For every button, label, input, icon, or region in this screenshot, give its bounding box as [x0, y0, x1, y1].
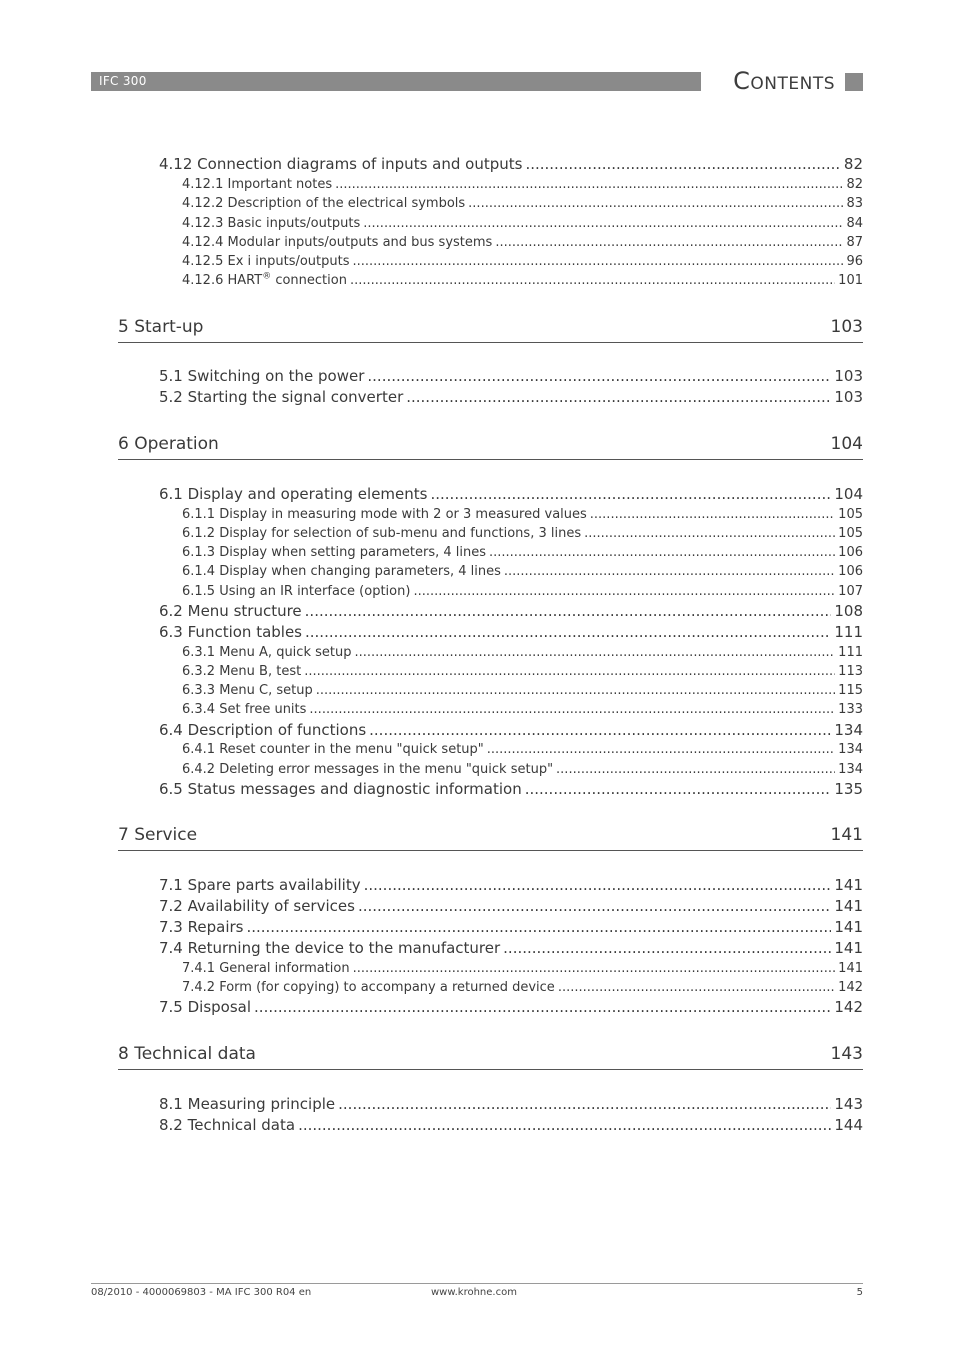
toc-entry-page: 142: [834, 998, 863, 1016]
toc-entry-7-4-2[interactable]: [182, 979, 863, 997]
chapter-page: 104: [830, 434, 863, 454]
dot-leader: [358, 896, 831, 916]
toc-entry-page: 141: [838, 961, 863, 976]
dot-leader: [525, 154, 840, 174]
toc-entry-7-4[interactable]: [159, 938, 863, 958]
toc-entry-6-1-5[interactable]: [182, 583, 863, 601]
toc-entry-5-2[interactable]: [159, 387, 863, 407]
dot-leader: [413, 583, 835, 601]
toc-entry-title: 4.12 Connection diagrams of inputs and outputs: [159, 155, 523, 173]
toc-entry-6-1-1[interactable]: [182, 506, 863, 524]
dot-leader: [354, 644, 835, 662]
toc-entry-page: 141: [834, 918, 863, 936]
chapter-title: 5 Start-up: [118, 317, 204, 337]
footer-document-id: 08/2010 - 4000069803 - MA IFC 300 R04 en: [91, 1287, 312, 1298]
dot-leader: [246, 917, 831, 937]
toc-entry-page: 141: [834, 939, 863, 957]
toc-entry-title: 6.1 Display and operating elements: [159, 485, 428, 503]
toc-entry-title: 7.5 Disposal: [159, 998, 252, 1016]
toc-entry-page: 106: [838, 545, 863, 560]
toc-entry-title: 4.12.4 Modular inputs/outputs and bus systems: [182, 235, 493, 250]
toc-entry-5-1[interactable]: [159, 366, 863, 386]
title-part: 4.12.6 HART: [182, 273, 263, 288]
toc-entry-page: 134: [838, 742, 863, 757]
toc-entry-6-3-4[interactable]: [182, 701, 863, 719]
toc-entry-page: 144: [834, 1116, 863, 1134]
toc-entry-title: 7.4 Returning the device to the manufacturer: [159, 939, 501, 957]
dot-leader: [298, 1115, 831, 1135]
chapter-page: 103: [830, 317, 863, 337]
footer-website-link[interactable]: www.krohne.com: [431, 1287, 517, 1298]
chapter-title: 7 Service: [118, 825, 198, 845]
dot-leader: [468, 195, 843, 213]
dot-leader: [406, 387, 831, 407]
dot-leader: [590, 506, 835, 524]
header-square: [845, 73, 863, 91]
toc-entry-6-3-1[interactable]: [182, 644, 863, 662]
dot-leader: [584, 525, 835, 543]
toc-entry-page: 108: [834, 602, 863, 620]
toc-entry-title: 6.5 Status messages and diagnostic information: [159, 780, 522, 798]
dot-leader: [350, 272, 835, 290]
toc-entry-title: 6.3.1 Menu A, quick setup: [182, 645, 352, 660]
toc-entry-6-4-2[interactable]: [182, 761, 863, 779]
toc-entry-title: 4.12.2 Description of the electrical symbols: [182, 196, 466, 211]
toc-entry-6-2[interactable]: [159, 601, 863, 621]
dot-leader: [430, 484, 831, 504]
dot-leader: [487, 741, 835, 759]
chapter-title: 6 Operation: [118, 434, 219, 454]
toc-entry-page: 111: [838, 645, 863, 660]
registered-mark: ®: [262, 271, 272, 282]
toc-entry-page: 141: [834, 897, 863, 915]
toc-entry-title: 7.4.2 Form (for copying) to accompany a returned device: [182, 980, 555, 995]
product-name: IFC 300: [99, 74, 147, 88]
toc-entry-title: 6.4.2 Deleting error messages in the menu "quick setup": [182, 762, 554, 777]
toc-entry-page: 133: [838, 702, 863, 717]
footer-page-number: 5: [856, 1287, 863, 1298]
toc-entry-page: 103: [834, 388, 863, 406]
toc-entry-6-4[interactable]: [159, 720, 863, 740]
toc-entry-title: 8.1 Measuring principle: [159, 1095, 336, 1113]
toc-entry-title: 7.2 Availability of services: [159, 897, 355, 915]
page-title: Contents: [733, 67, 835, 95]
toc-entry-7-1[interactable]: [159, 875, 863, 895]
dot-leader: [525, 779, 832, 799]
toc-entry-page: 111: [834, 623, 863, 641]
toc-entry-page: 106: [838, 564, 863, 579]
dot-leader: [369, 720, 831, 740]
toc-chapter-6[interactable]: [118, 433, 863, 460]
dot-leader: [558, 979, 835, 997]
toc-entry-title: 6.3.2 Menu B, test: [182, 664, 302, 679]
dot-leader: [316, 682, 835, 700]
dot-leader: [304, 663, 835, 681]
toc-entry-4-12-2[interactable]: [182, 195, 863, 213]
toc-entry-title: 6.1.4 Display when changing parameters, 4 lines: [182, 564, 501, 579]
toc-entry-8-1[interactable]: [159, 1094, 863, 1114]
toc-entry-page: 82: [843, 155, 863, 173]
toc-entry-page: 142: [838, 980, 863, 995]
toc-entry-page: 134: [838, 762, 863, 777]
toc-entry-title: 6.1.2 Display for selection of sub-menu and functions, 3 lines: [182, 526, 582, 541]
toc-entry-page: 143: [834, 1095, 863, 1113]
dot-leader: [363, 215, 843, 233]
toc-entry-page: 83: [846, 196, 863, 211]
toc-entry-4-12-3[interactable]: [182, 215, 863, 233]
toc-entry-title: 4.12.3 Basic inputs/outputs: [182, 216, 361, 231]
toc-entry-page: 107: [838, 584, 863, 599]
toc-entry-page: 104: [834, 485, 863, 503]
page-header: [91, 67, 863, 95]
toc-entry-page: 101: [838, 273, 863, 288]
toc-entry-title: 6.1.1 Display in measuring mode with 2 or 3 measured values: [182, 507, 587, 522]
dot-leader: [254, 997, 831, 1017]
toc-entry-title: [182, 272, 347, 290]
toc-entry-title: 5.2 Starting the signal converter: [159, 388, 404, 406]
toc-entry-7-3[interactable]: [159, 917, 863, 937]
toc-entry-title: 7.1 Spare parts availability: [159, 876, 361, 894]
header-bar: [91, 72, 701, 91]
title-part: connection: [271, 273, 347, 288]
dot-leader: [309, 701, 835, 719]
dot-leader: [305, 601, 832, 621]
toc-chapter-7[interactable]: [118, 824, 863, 851]
toc-entry-title: 6.4.1 Reset counter in the menu "quick setup": [182, 742, 484, 757]
chapter-page: 141: [830, 825, 863, 845]
toc-entry-4-12[interactable]: [159, 154, 863, 174]
toc-entry-page: 84: [846, 216, 863, 231]
toc-entry-8-2[interactable]: [159, 1115, 863, 1135]
dot-leader: [335, 176, 843, 194]
toc-entry-title: 6.3 Function tables: [159, 623, 302, 641]
toc-entry-page: 105: [838, 507, 863, 522]
toc-entry-title: 6.3.4 Set free units: [182, 702, 307, 717]
toc-entry-page: 105: [838, 526, 863, 541]
toc-entry-4-12-1[interactable]: [182, 176, 863, 194]
dot-leader: [338, 1094, 831, 1114]
dot-leader: [353, 960, 836, 978]
toc-entry-6-1-4[interactable]: [182, 563, 863, 581]
footer-divider: [91, 1283, 863, 1284]
toc-entry-title: 7.4.1 General information: [182, 961, 350, 976]
toc-entry-title: 6.1.5 Using an IR interface (option): [182, 584, 411, 599]
toc-entry-6-1-2[interactable]: [182, 525, 863, 543]
toc-chapter-8[interactable]: [118, 1043, 863, 1070]
toc-entry-6-3-3[interactable]: [182, 682, 863, 700]
toc-entry-title: 7.3 Repairs: [159, 918, 244, 936]
toc-entry-page: 134: [834, 721, 863, 739]
toc-entry-title: 6.3.3 Menu C, setup: [182, 683, 313, 698]
dot-leader: [367, 366, 831, 386]
dot-leader: [503, 938, 831, 958]
toc-entry-title: 4.12.1 Important notes: [182, 177, 333, 192]
toc-entry-page: 103: [834, 367, 863, 385]
toc-entry-page: 135: [834, 780, 863, 798]
dot-leader: [489, 544, 835, 562]
dot-leader: [556, 761, 835, 779]
toc-chapter-5[interactable]: [118, 316, 863, 343]
toc-entry-7-2[interactable]: [159, 896, 863, 916]
toc-entry-title: 4.12.5 Ex i inputs/outputs: [182, 254, 350, 269]
dot-leader: [495, 234, 843, 252]
toc-entry-4-12-4[interactable]: [182, 234, 863, 252]
toc-entry-7-4-1[interactable]: [182, 960, 863, 978]
toc-entry-title: 5.1 Switching on the power: [159, 367, 365, 385]
toc-entry-page: 115: [838, 683, 863, 698]
toc-entry-page: 96: [846, 254, 863, 269]
dot-leader: [364, 875, 832, 895]
toc-entry-page: 82: [846, 177, 863, 192]
toc-entry-title: 6.2 Menu structure: [159, 602, 302, 620]
toc-entry-6-3-2[interactable]: [182, 663, 863, 681]
toc-entry-4-12-5[interactable]: [182, 253, 863, 271]
chapter-page: 143: [830, 1044, 863, 1064]
dot-leader: [305, 622, 831, 642]
chapter-title: 8 Technical data: [118, 1044, 256, 1064]
toc-entry-page: 141: [834, 876, 863, 894]
toc-entry-title: 6.1.3 Display when setting parameters, 4 lines: [182, 545, 487, 560]
toc-entry-page: 113: [838, 664, 863, 679]
toc-entry-title: 6.4 Description of functions: [159, 721, 367, 739]
toc-entry-title: 8.2 Technical data: [159, 1116, 296, 1134]
toc-entry-6-5[interactable]: [159, 779, 863, 799]
toc-entry-6-4-1[interactable]: [182, 741, 863, 759]
toc-entry-6-1-3[interactable]: [182, 544, 863, 562]
toc-entry-page: 87: [846, 235, 863, 250]
dot-leader: [504, 563, 835, 581]
toc-entry-7-5[interactable]: [159, 997, 863, 1017]
toc-entry-6-1[interactable]: [159, 484, 863, 504]
dot-leader: [353, 253, 844, 271]
toc-entry-6-3[interactable]: [159, 622, 863, 642]
toc-entry-4-12-6[interactable]: [182, 272, 863, 290]
